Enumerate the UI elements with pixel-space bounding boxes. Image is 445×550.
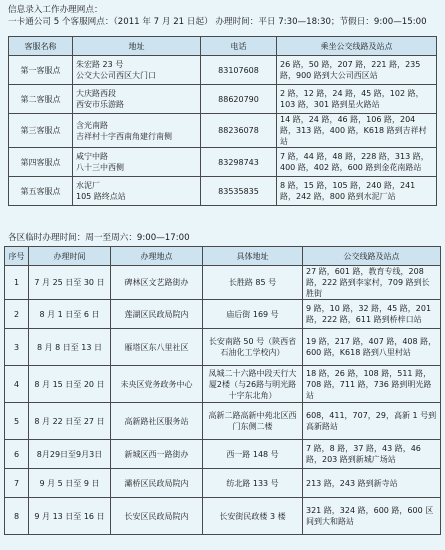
district-no: 5: [5, 403, 29, 440]
district-place: 雁塔区东八里社区: [111, 329, 203, 366]
header-address: 具体地址: [203, 247, 303, 266]
service-bus: 26 路，50 路，207 路，221 路，235 路，900 路到大公司西区站: [277, 56, 437, 85]
district-place: 未央区党务政务中心: [111, 366, 203, 403]
district-address: 凤城二十六路中段天行大厦2楼（与26路与明光路十字东北角）: [203, 366, 303, 403]
district-row: [5, 440, 441, 469]
service-address: 大庆路西段 西安市乐游路: [73, 85, 201, 114]
district-hours: 各区临时办理时间：周一至周六：9:00—17:00: [8, 233, 190, 243]
district-place: 灞桥区民政局院内: [111, 469, 203, 498]
district-no: 7: [5, 469, 29, 498]
district-row: [5, 469, 441, 498]
service-row: [9, 148, 437, 177]
header-bus: 公交线路及站点: [303, 247, 441, 266]
district-place: 长安区民政局院内: [111, 498, 203, 535]
district-time: 8 月 1 日至 6 日: [29, 300, 111, 329]
district-bus: 18 路，26 路，108 路，511 路，708 路，711 路，736 路到明光路站: [303, 366, 441, 403]
header-no: 序号: [5, 247, 29, 266]
district-time: 9 月 13 日至 16 日: [29, 498, 111, 535]
district-time: 7 月 25 日至 30 日: [29, 266, 111, 300]
service-name: 第四客服点: [9, 148, 73, 177]
intro-title: 信息录入工作办理网点：: [8, 5, 103, 15]
service-bus: 14 路，24 路，46 路，106 路，204 路，313 路，400 路，K618 路到吉祥村站: [277, 114, 437, 148]
header-address: 地址: [73, 37, 201, 56]
service-phone: 83107608: [201, 56, 277, 85]
district-time: 8 月 22 日至 27 日: [29, 403, 111, 440]
service-address: 咸宁中路 八十三中西侧: [73, 148, 201, 177]
district-row: [5, 300, 441, 329]
district-row: [5, 498, 441, 535]
district-place: 莲湖区民政局院内: [111, 300, 203, 329]
district-no: 8: [5, 498, 29, 535]
district-no: 2: [5, 300, 29, 329]
header-phone: 电话: [201, 37, 277, 56]
district-place: 高新路社区服务站: [111, 403, 203, 440]
district-no: 4: [5, 366, 29, 403]
district-address: 长安街民政楼 3 楼: [203, 498, 303, 535]
service-row: [9, 114, 437, 148]
service-row: [9, 56, 437, 85]
district-address: 纺北路 133 号: [203, 469, 303, 498]
district-bus: 9 路，10 路，32 路，45 路，201 路，222 路，611 路到桥梓口站: [303, 300, 441, 329]
district-row: [5, 403, 441, 440]
service-address: 含光南路 吉祥村十字西南角建行南侧: [73, 114, 201, 148]
service-address: 水泥厂 105 路终点站: [73, 177, 201, 206]
district-no: 6: [5, 440, 29, 469]
district-bus: 27 路，601 路，教育专线，208 路，222 路到李家村，709 路到长胜街: [303, 266, 441, 300]
header-time: 办理时间: [29, 247, 111, 266]
header-bus: 乘坐公交线路及站点: [277, 37, 437, 56]
service-phone: 88236078: [201, 114, 277, 148]
district-bus: 7 路，8 路，37 路，43 路，46 路，203 路到新城广场站: [303, 440, 441, 469]
service-address: 朱宏路 23 号 公交大公司西区大门口: [73, 56, 201, 85]
service-points-table: [8, 36, 437, 206]
service-bus: 2 路，12 路，24 路，45 路，102 路，103 路，301 路到星火路站: [277, 85, 437, 114]
district-bus: 213 路，243 路到新寺站: [303, 469, 441, 498]
header-place: 办理地点: [111, 247, 203, 266]
service-phone: 83298743: [201, 148, 277, 177]
district-row: [5, 366, 441, 403]
district-bus: 608，411，707，29，高新 1 号到高新路站: [303, 403, 441, 440]
district-header-row: [5, 247, 441, 266]
service-name: 第二客服点: [9, 85, 73, 114]
intro-service-hours: 一卡通公司 5 个客服网点：（2011 年 7 月 21 日起） 办理时间：平日 7:30—18:30；节假日：9:00—15:00: [8, 17, 427, 27]
district-address: 长安南路 50 号（陕西省石油化工学校内）: [203, 329, 303, 366]
service-name: 第三客服点: [9, 114, 73, 148]
service-phone: 88620790: [201, 85, 277, 114]
service-bus: 8 路，15 路，105 路，240 路，241 路，242 路，800 路到水泥厂站: [277, 177, 437, 206]
service-bus: 7 路，44 路，48 路，228 路，313 路，400 路，402 路，600 路到金花南路站: [277, 148, 437, 177]
district-row: [5, 329, 441, 366]
district-no: 1: [5, 266, 29, 300]
service-name: 第五客服点: [9, 177, 73, 206]
district-time: 8 月 15 日至 20 日: [29, 366, 111, 403]
district-time: 9 月 5 日至 9 日: [29, 469, 111, 498]
district-address: 长胜路 85 号: [203, 266, 303, 300]
service-name: 第一客服点: [9, 56, 73, 85]
header-name: 客服名称: [9, 37, 73, 56]
district-bus: 19 路，217 路，407 路，408 路，600 路，K618 路到八里村站: [303, 329, 441, 366]
district-row: [5, 266, 441, 300]
district-address: 高新二路高新中苑北区西门东侧二楼: [203, 403, 303, 440]
district-address: 庙后街 169 号: [203, 300, 303, 329]
district-place: 新城区西一路街办: [111, 440, 203, 469]
district-place: 碑林区文艺路街办: [111, 266, 203, 300]
district-table: [4, 246, 441, 535]
service-row: [9, 85, 437, 114]
district-time: 8月29日至9月3日: [29, 440, 111, 469]
service-row: [9, 177, 437, 206]
service-header-row: [9, 37, 437, 56]
service-phone: 83535835: [201, 177, 277, 206]
district-bus: 321 路，324 路，600 路，600 区间到大和路站: [303, 498, 441, 535]
district-no: 3: [5, 329, 29, 366]
district-time: 8 月 8 日至 13 日: [29, 329, 111, 366]
district-address: 西一路 148 号: [203, 440, 303, 469]
